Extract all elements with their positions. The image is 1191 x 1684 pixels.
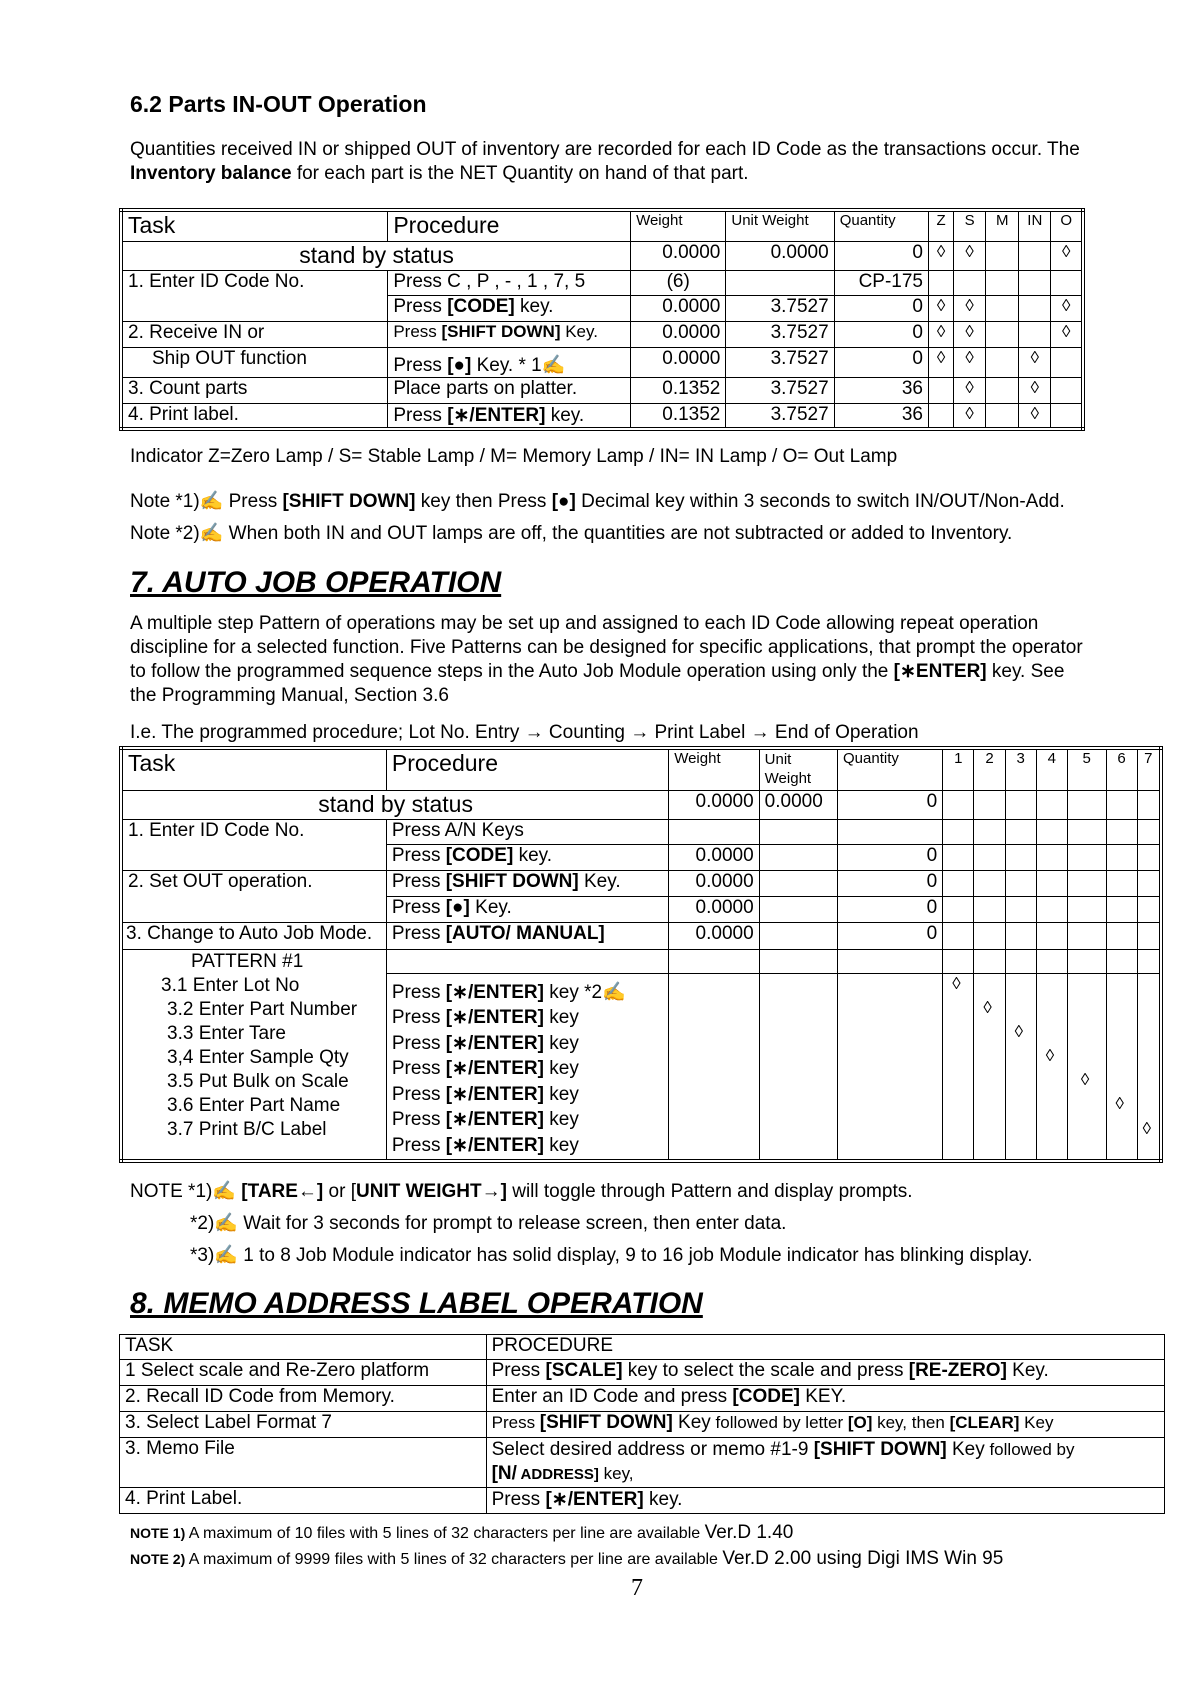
table-row: 3. Count parts Place parts on platter. 0.1352 3.7527 36 ◊ ◊ xyxy=(121,377,1083,403)
indicator-legend: Indicator Z=Zero Lamp / S= Stable Lamp / M= Memory Lamp / IN= IN Lamp / O= Out Lamp xyxy=(130,446,898,467)
parts-in-out-table xyxy=(119,208,1085,431)
header-s: S xyxy=(954,210,986,241)
auto-job-table: Task Procedure Weight Unit Weight Quantity 1 2 3 4 5 6 7 stand by status 0.0000 0.0000 0 1. Enter ID Code No. Press A/N Keys Press [CODE] key. 0.0000 0 2. Set OUT operation. Press [SHIFT DOWN] Key. 0.0000 0 Press [●] Key. 0.0000 0 3. Change to Auto Job Mode. Press [AUTO/ MANUAL] 0.0000 0 PATTERN #1 3.1 Enter Lot No 3.2 Enter Part Number 3.3 Enter Tare 3,4 Enter Sample Qty 3.5 Put Bulk on Scale 3.6 Enter Part Name 3.7 Print B/C Label Press [∗/ENTER] key *2✍ Press [∗/ENTER] key Press [∗/ENTER] key Press [∗/ENTER] key Press [∗/ENTER] key Press [∗/ENTER] key Press [∗/ENTER] key ◊ ◊ ◊ ◊ ◊ ◊ ◊ xyxy=(119,746,1163,1163)
table-row: Press [CODE] key. 0.0000 3.7527 0 ◊ ◊ ◊ xyxy=(121,295,1083,321)
table-row: Press [CODE] key. 0.0000 0 xyxy=(121,844,1161,870)
table-row: Press [∗/ENTER] key *2✍ Press [∗/ENTER] key Press [∗/ENTER] key Press [∗/ENTER] key Press [∗/ENTER] key Press [∗/ENTER] key Press [∗/ENTER] key ◊ ◊ ◊ ◊ ◊ ◊ ◊ xyxy=(121,973,1161,1161)
header-in: IN xyxy=(1019,210,1051,241)
table-row: Ship OUT function Press [●] Key. * 1✍ 0.0000 3.7527 0 ◊ ◊ ◊ xyxy=(121,347,1083,377)
table-row: 1 Select scale and Re-Zero platform Press [SCALE] key to select the scale and press [RE-ZERO] Key. xyxy=(120,1360,1165,1386)
memo-note-2: NOTE 2) A maximum of 9999 files with 5 lines of 32 characters per line are available Ver.D 2.00 using Digi IMS Win 95 xyxy=(130,1548,1004,1569)
section-7-title: 7. AUTO JOB OPERATION xyxy=(130,566,502,599)
table-row: 3. Memo File Select desired address or memo #1-9 [SHIFT DOWN] Key followed by [N/ ADDRESS] key, xyxy=(120,1438,1165,1488)
header-task: Task xyxy=(121,210,388,241)
table-row: 2. Recall ID Code from Memory. Enter an ID Code and press [CODE] KEY. xyxy=(120,1386,1165,1412)
pattern-title: PATTERN #1 xyxy=(191,950,304,972)
table-row: 4. Print label. Press [∗/ENTER] key. 0.1352 3.7527 36 ◊ ◊ xyxy=(121,403,1083,429)
header-task: TASK xyxy=(120,1335,487,1360)
table-row: Press [●] Key. 0.0000 0 xyxy=(121,896,1161,922)
table-row: stand by status 0.0000 0.0000 0 ◊ ◊ ◊ xyxy=(121,241,1083,270)
header-o: O xyxy=(1051,210,1083,241)
table-row: PATTERN #1 3.1 Enter Lot No 3.2 Enter Part Number 3.3 Enter Tare 3,4 Enter Sample Qty 3.5 Put Bulk on Scale 3.6 Enter Part Name 3.7 Print B/C Label xyxy=(121,949,1161,973)
table-row: 1. Enter ID Code No. Press C , P , - , 1 , 7, 5 (6) CP-175 xyxy=(121,270,1083,295)
header-weight: Weight xyxy=(669,748,759,790)
note-1: Note *1)✍ Press [SHIFT DOWN] key then Press [●] Decimal key within 3 seconds to switch IN/OUT/Non-Add. xyxy=(130,491,1065,512)
header-z: Z xyxy=(928,210,953,241)
header-task: Task xyxy=(121,748,386,790)
header-quantity: Quantity xyxy=(838,748,943,790)
programmed-procedure-example: I.e. The programmed procedure; Lot No. Entry → Counting → Print Label → End of Operation xyxy=(130,722,919,743)
table-row: 3. Change to Auto Job Mode. Press [AUTO/ MANUAL] 0.0000 0 xyxy=(121,922,1161,949)
header-m: M xyxy=(986,210,1019,241)
auto-job-note-1: NOTE *1)✍ [TARE←] or [UNIT WEIGHT→] will toggle through Pattern and display prompts. xyxy=(130,1181,913,1202)
table-row: 1. Enter ID Code No. Press A/N Keys xyxy=(121,819,1161,844)
table-row: 2. Set OUT operation. Press [SHIFT DOWN] Key. 0.0000 0 xyxy=(121,870,1161,896)
auto-job-note-2: *2)✍ Wait for 3 seconds for prompt to release screen, then enter data. xyxy=(190,1213,787,1234)
header-procedure: Procedure xyxy=(386,748,668,790)
section-7-intro: A multiple step Pattern of operations may be set up and assigned to each ID Code allowing repeat operation discipline for a selected function. Five Patterns can be designed for specific applications, that prompt the operator to follow the programmed sequence steps in the Auto Job Module operation using only the [∗ENTER] key. See the Programming Manual, Section 3.6 xyxy=(130,613,1083,706)
memo-address-table xyxy=(119,1334,1165,1514)
page-number: 7 xyxy=(631,1575,643,1601)
auto-job-note-3: *3)✍ 1 to 8 Job Module indicator has solid display, 9 to 16 job Module indicator has blinking display. xyxy=(190,1245,1033,1266)
note-2: Note *2)✍ When both IN and OUT lamps are off, the quantities are not subtracted or added to Inventory. xyxy=(130,523,1013,544)
header-procedure: Procedure xyxy=(388,210,631,241)
table-row: stand by status 0.0000 0.0000 0 xyxy=(121,790,1161,819)
section-6-2-title: 6.2 Parts IN-OUT Operation xyxy=(130,91,427,117)
header-weight: Weight xyxy=(631,210,726,241)
section-8-title: 8. MEMO ADDRESS LABEL OPERATION xyxy=(130,1287,703,1320)
table-row: 3. Select Label Format 7 Press [SHIFT DOWN] Key followed by letter [O] key, then [CLEAR] Key xyxy=(120,1412,1165,1438)
table-row: 4. Print Label. Press [∗/ENTER] key. xyxy=(120,1488,1165,1514)
header-quantity: Quantity xyxy=(834,210,928,241)
header-unit-weight: Unit Weight xyxy=(759,748,837,790)
table-row: 2. Receive IN or Press [SHIFT DOWN] Key. 0.0000 3.7527 0 ◊ ◊ ◊ xyxy=(121,321,1083,347)
memo-note-1: NOTE 1) A maximum of 10 files with 5 lines of 32 characters per line are available Ver.D 1.40 xyxy=(130,1522,794,1543)
section-6-2-intro: Quantities received IN or shipped OUT of inventory are recorded for each ID Code as the transactions occur. The Inventory balance for each part is the NET Quantity on hand of that part. xyxy=(130,139,1080,184)
header-unit-weight: Unit Weight xyxy=(726,210,834,241)
header-procedure: PROCEDURE xyxy=(486,1335,1164,1360)
